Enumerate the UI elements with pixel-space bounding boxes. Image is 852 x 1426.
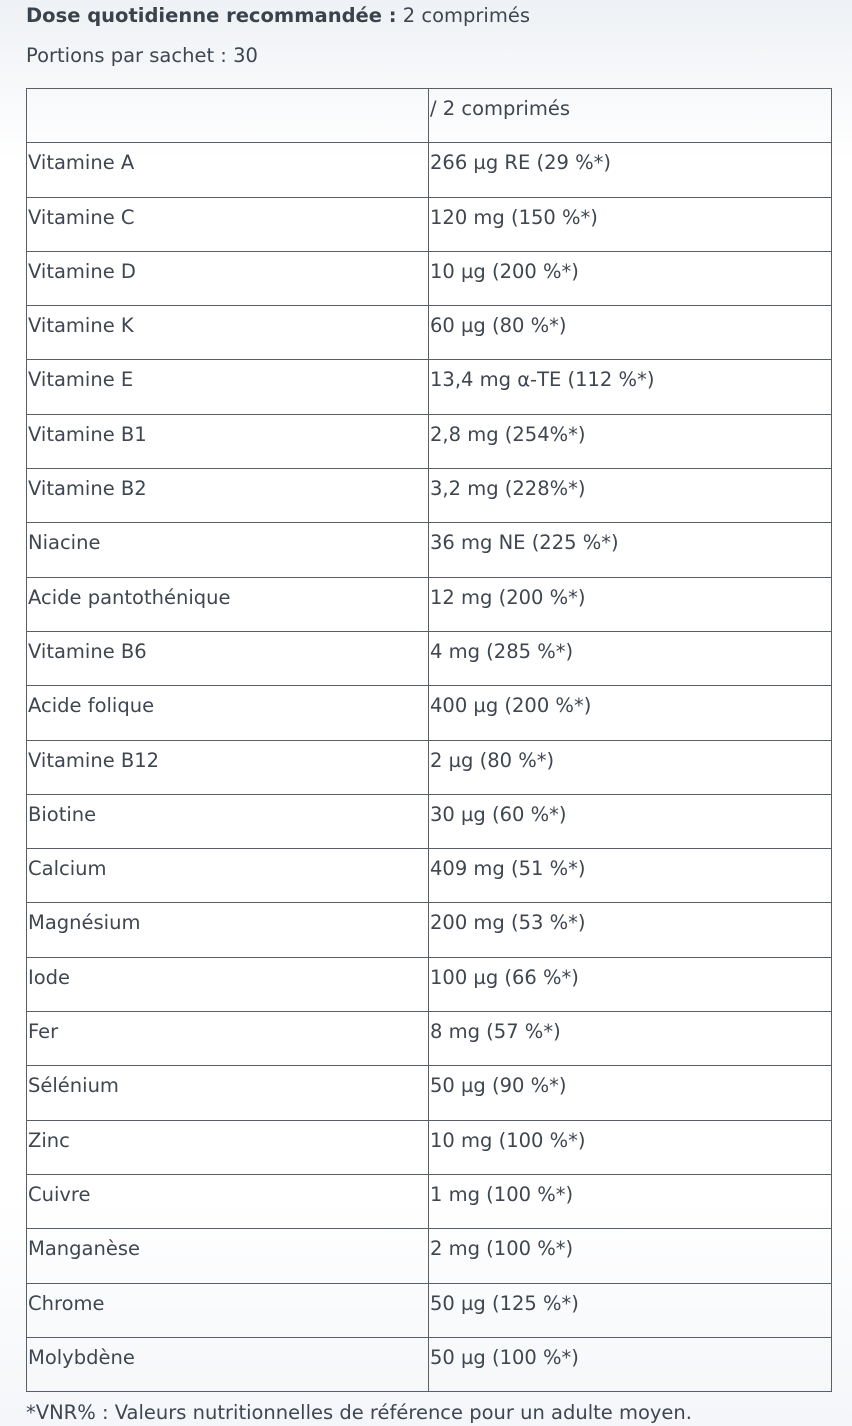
nutrient-name-cell [27,631,429,685]
nutrient-name: Cuivre [28,1182,91,1206]
table-row [27,1229,832,1283]
nutrient-amount-cell [429,251,832,305]
nutrient-amount: 8 mg (57 %*) [430,1020,561,1044]
nutrient-name-cell [27,1012,429,1066]
nutrient-name: Vitamine B1 [28,422,147,446]
nutrient-amount-cell [429,1174,832,1228]
recommended-dose-value: 2 comprimés [402,4,530,27]
nutrient-amount: 4 mg (285 %*) [430,639,574,663]
nutrient-amount: 2 mg (100 %*) [430,1237,574,1261]
nutrient-amount-cell [429,1120,832,1174]
nutrient-amount: 12 mg (200 %*) [430,585,586,609]
nutrient-name-cell [27,903,429,957]
nutrient-name-cell [27,523,429,577]
nutrient-name: Sélénium [28,1074,119,1098]
nutrient-amount-cell [429,414,832,468]
nutrient-amount-cell [429,1066,832,1120]
nutrient-amount-cell [429,794,832,848]
nutrient-amount: 10 mg (100 %*) [430,1128,586,1152]
nutrient-name: Chrome [28,1291,105,1315]
nutrient-name-cell [27,197,429,251]
table-row [27,849,832,903]
header-cell-nutrient [27,89,429,143]
nutrient-name-cell [27,1229,429,1283]
table-row [27,251,832,305]
nutrient-name-cell [27,686,429,740]
nutrient-name-cell [27,414,429,468]
nutrient-name: Biotine [28,802,97,826]
nutrient-amount: 13,4 mg α-TE (112 %*) [430,368,655,392]
nutrient-amount: 10 µg (200 %*) [430,259,579,283]
nutrient-amount: 400 µg (200 %*) [430,694,592,718]
nutrient-name-cell [27,957,429,1011]
nutrient-name-cell [27,1283,429,1337]
header-cell-amount: / 2 comprimés [429,89,832,143]
table-row [27,1066,832,1120]
table-row [27,1283,832,1337]
nutrient-amount: 2 µg (80 %*) [430,748,555,772]
nutrient-name: Vitamine C [28,205,135,229]
nutrient-name-cell [27,360,429,414]
nutrient-name-cell [27,1337,429,1391]
nutrient-amount-cell [429,197,832,251]
nutrient-amount-cell [429,903,832,957]
table-row [27,631,832,685]
nutrient-name: Molybdène [28,1345,135,1369]
portions-per-sachet: Portions par sachet : 30 [26,44,258,67]
nutrient-name: Manganèse [28,1237,140,1261]
table-header-row [27,89,832,143]
recommended-dose-label: Dose quotidienne recommandée : [26,4,397,27]
nutrient-amount: 50 µg (90 %*) [430,1074,567,1098]
nutrient-name-cell [27,849,429,903]
table-row [27,360,832,414]
nutrient-name-cell [27,1174,429,1228]
table-row [27,143,832,197]
nutrient-name: Vitamine K [28,314,134,338]
nutrient-name: Vitamine D [28,259,136,283]
table-row [27,523,832,577]
nutrient-name-cell [27,306,429,360]
nutrient-name: Niacine [28,531,101,555]
nutrient-name: Iode [28,965,71,989]
table-row [27,1337,832,1391]
nutrient-amount: 120 mg (150 %*) [430,205,598,229]
table-row [27,414,832,468]
nutrient-amount: 100 µg (66 %*) [430,965,579,989]
nutrient-amount-cell [429,1012,832,1066]
table-row [27,903,832,957]
nutrition-table-body [27,89,832,1392]
nutrient-name: Fer [28,1020,59,1044]
nutrient-name: Vitamine B12 [28,748,160,772]
nutrient-amount-cell [429,577,832,631]
nutrient-name-cell [27,740,429,794]
table-row [27,740,832,794]
table-row [27,1120,832,1174]
nutrient-name: Acide folique [28,694,155,718]
nutrient-name: Acide pantothénique [28,585,231,609]
nutrient-amount: 30 µg (60 %*) [430,802,567,826]
nutrient-name-cell [27,1120,429,1174]
nutrient-name-cell [27,577,429,631]
nutrient-name: Zinc [28,1128,70,1152]
nutrient-amount-cell [429,360,832,414]
nutrient-name: Vitamine B6 [28,639,147,663]
nutrient-name: Magnésium [28,911,141,935]
table-row [27,469,832,523]
nutrient-amount-cell [429,469,832,523]
table-row [27,794,832,848]
nutrient-name-cell [27,1066,429,1120]
nutrient-name: Vitamine E [28,368,134,392]
table-row [27,686,832,740]
nutrient-amount-cell [429,631,832,685]
nutrient-amount-cell [429,1337,832,1391]
nutrient-name: Vitamine A [28,151,135,175]
nutrient-amount: 50 µg (125 %*) [430,1291,579,1315]
nutrient-name-cell [27,251,429,305]
table-row [27,197,832,251]
nutrient-amount-cell [429,523,832,577]
footnote: *VNR% : Valeurs nutritionnelles de référence pour un adulte moyen. [26,1401,692,1424]
nutrient-name-cell [27,143,429,197]
nutrient-amount: 50 µg (100 %*) [430,1345,579,1369]
recommended-dose-line [26,3,530,29]
nutrient-name: Vitamine B2 [28,477,147,501]
nutrient-name-cell [27,469,429,523]
nutrient-amount: 266 µg RE (29 %*) [430,151,611,175]
table-row [27,306,832,360]
table-row [27,957,832,1011]
nutrient-amount-cell [429,740,832,794]
table-row [27,1012,832,1066]
nutrition-table [26,88,832,1392]
nutrient-amount: 3,2 mg (228%*) [430,477,586,501]
nutrient-amount-cell [429,1283,832,1337]
nutrient-amount: 60 µg (80 %*) [430,314,567,338]
nutrient-amount: 36 mg NE (225 %*) [430,531,619,555]
nutrient-amount-cell [429,143,832,197]
nutrient-amount: 2,8 mg (254%*) [430,422,586,446]
nutrient-amount-cell [429,1229,832,1283]
nutrient-name: Calcium [28,857,107,881]
nutrient-amount-cell [429,849,832,903]
nutrient-amount-cell [429,686,832,740]
table-row [27,1174,832,1228]
nutrient-amount: 200 mg (53 %*) [430,911,586,935]
table-row [27,577,832,631]
nutrient-amount-cell [429,957,832,1011]
nutrient-name-cell [27,794,429,848]
nutrient-amount-cell [429,306,832,360]
nutrient-amount: 409 mg (51 %*) [430,857,586,881]
nutrient-amount: 1 mg (100 %*) [430,1182,574,1206]
